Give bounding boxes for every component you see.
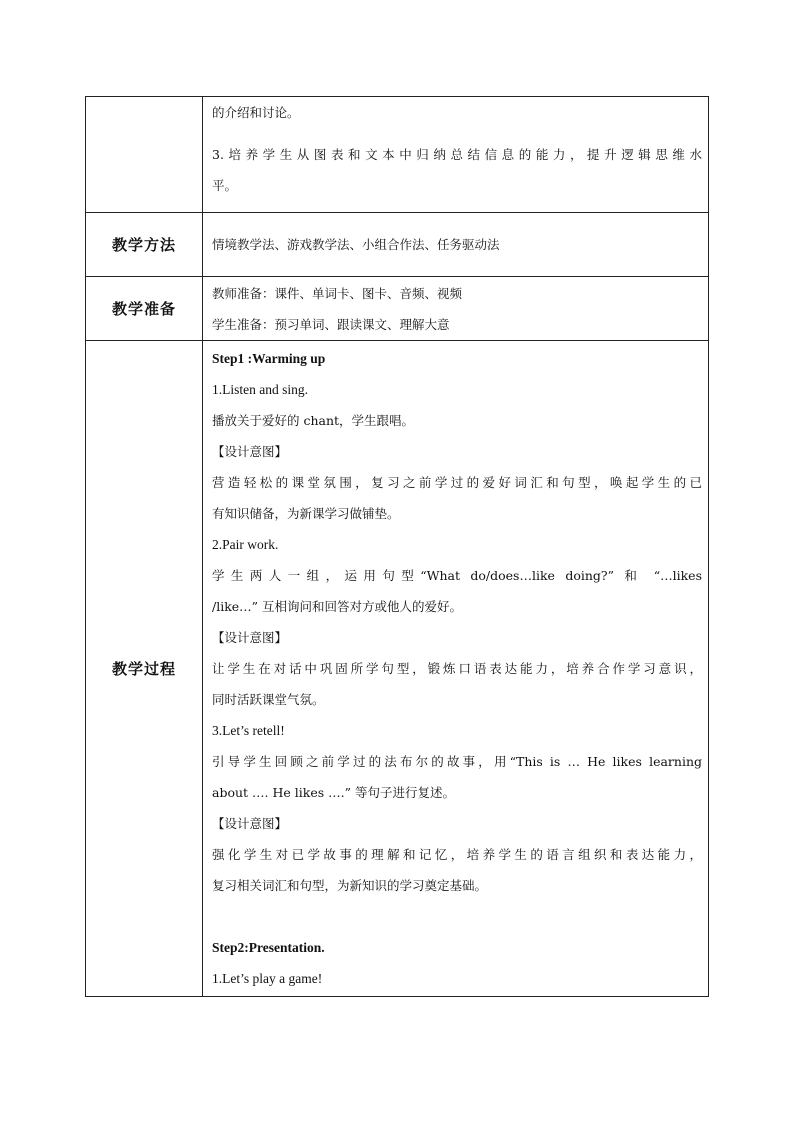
item3-desc-line-1: 引导学生回顾之前学过的法布尔的故事，用“This is … He likes learning	[212, 754, 702, 769]
objectives-line-2: 3.培养学生从图表和文本中归纳总结信息的能力，提升逻辑思维水	[212, 147, 702, 162]
item3-desc-line-2: about …. He likes ….” 等句子进行复述。	[212, 785, 455, 800]
item2-title: 2.Pair work.	[212, 537, 279, 552]
item2-desc-line-1: 学生两人一组，运用句型“What do/does…like doing?” 和 “…likes	[212, 568, 702, 583]
preparation-student: 学生准备：预习单词、跟读课文、理解大意	[212, 316, 450, 332]
item3-intent-line-2: 复习相关词汇和句型，为新知识的学习奠定基础。	[212, 878, 488, 893]
process-label: 教学过程	[86, 341, 203, 997]
item3-intent-label: 【设计意图】	[212, 816, 288, 831]
methods-label: 教学方法	[86, 213, 203, 277]
preparation-content-cell	[203, 277, 709, 341]
objectives-content-cell	[203, 97, 709, 213]
methods-text: 情境教学法、游戏教学法、小组合作法、任务驱动法	[212, 237, 500, 252]
item1-title: 1.Listen and sing.	[212, 382, 308, 397]
item1-intent-line-1: 营造轻松的课堂氛围，复习之前学过的爱好词汇和句型，唤起学生的已	[212, 475, 702, 490]
process-row	[86, 341, 709, 997]
step2-title: Step2:Presentation.	[212, 940, 325, 955]
preparation-label: 教学准备	[86, 277, 203, 341]
item1-desc: 播放关于爱好的 chant，学生跟唱。	[212, 413, 415, 428]
step1-title: Step1 :Warming up	[212, 351, 326, 366]
lesson-plan-table	[85, 96, 709, 997]
objectives-label-cell	[86, 97, 203, 213]
item2-intent-label: 【设计意图】	[212, 630, 288, 645]
objectives-row	[86, 97, 709, 213]
process-content-cell	[203, 341, 709, 997]
methods-content-cell	[203, 213, 709, 277]
item2-desc-line-2: /like…” 互相询问和回答对方或他人的爱好。	[212, 599, 463, 614]
item2-intent-line-2: 同时活跃课堂气氛。	[212, 692, 325, 707]
item1-intent-line-2: 有知识储备，为新课学习做铺垫。	[212, 506, 400, 521]
objectives-line-1: 的介绍和讨论。	[212, 105, 300, 120]
preparation-teacher: 教师准备：课件、单词卡、图卡、音频、视频	[212, 285, 463, 301]
item1-intent-label: 【设计意图】	[212, 444, 288, 459]
item2-intent-line-1: 让学生在对话中巩固所学句型，锻炼口语表达能力，培养合作学习意识，	[212, 661, 702, 676]
item3-intent-line-1: 强化学生对已学故事的理解和记忆，培养学生的语言组织和表达能力，	[212, 847, 702, 862]
item3-title: 3.Let’s retell!	[212, 723, 285, 738]
spacer	[212, 901, 702, 932]
objectives-line-3: 平。	[212, 178, 238, 193]
step2-item1: 1.Let’s play a game!	[212, 971, 323, 986]
methods-row	[86, 213, 709, 277]
preparation-row	[86, 277, 709, 341]
